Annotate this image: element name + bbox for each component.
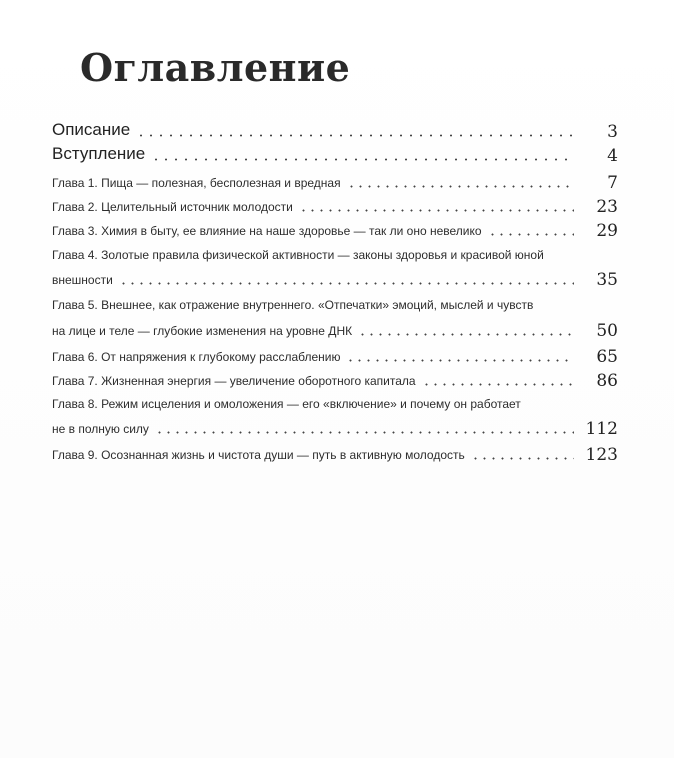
toc-entry-introduction: [52, 142, 622, 164]
toc-entry-title: Вступление: [52, 144, 146, 163]
toc-page-number: 65: [596, 347, 618, 367]
toc-entry-title: Глава 1. Пища — полезная, бесполезная и вредная: [52, 176, 341, 190]
toc-page-number: 35: [596, 270, 618, 290]
dot-leader: [422, 383, 574, 386]
toc-page-number: 3: [607, 122, 618, 142]
toc-entry-title-first-line: Глава 5. Внешнее, как отражение внутреннего. «Отпечатки» эмоций, мыслей и чувств: [52, 298, 534, 312]
toc-entry-title: Глава 2. Целительный источник молодости: [52, 200, 293, 214]
dot-leader: [299, 209, 574, 212]
toc-entry-chapter-5: [52, 317, 622, 339]
toc-page-number: 29: [596, 221, 618, 241]
toc-page-number: 112: [585, 419, 618, 439]
toc-entry-title: Глава 9. Осознанная жизнь и чистота души — путь в активную молодость: [52, 448, 465, 462]
toc-entry-chapter-6: [52, 343, 622, 365]
dot-leader: [488, 233, 574, 236]
toc-entry-description: [52, 118, 622, 140]
toc-entry-chapter-8: [52, 415, 622, 437]
toc-entry-chapter-7: [52, 367, 622, 389]
page-title: Оглавление: [80, 45, 351, 90]
dot-leader: [346, 359, 574, 362]
toc-entry-title: не в полную силу: [52, 422, 149, 436]
toc-entry-title-first-line: Глава 8. Режим исцеления и омоложения — его «включение» и почему он работает: [52, 397, 521, 411]
toc-page-number: 7: [607, 173, 618, 193]
toc-entry-title: внешности: [52, 273, 113, 287]
toc-entry-title: Глава 3. Химия в быту, ее влияние на наше здоровье — так ли оно невелико: [52, 224, 482, 238]
dot-leader: [136, 134, 574, 137]
toc-entry-title: на лице и теле — глубокие изменения на уровне ДНК: [52, 324, 353, 338]
toc-entry-title: Глава 7. Жизненная энергия — увеличение оборотного капитала: [52, 374, 416, 388]
dot-leader: [471, 457, 574, 460]
dot-leader: [119, 282, 574, 285]
toc-entry-title: Описание: [52, 120, 131, 139]
toc-entry-chapter-9: [52, 441, 622, 463]
toc-page-number: 50: [596, 321, 618, 341]
dot-leader: [347, 185, 574, 188]
toc-page-number: 4: [607, 146, 618, 166]
toc-entry-title: Глава 6. От напряжения к глубокому расслаблению: [52, 350, 341, 364]
toc-entry-title-first-line: Глава 4. Золотые правила физической активности — законы здоровья и красивой юной: [52, 248, 544, 262]
dot-leader: [358, 333, 574, 336]
toc-entry-chapter-4: [52, 266, 622, 288]
toc-entry-chapter-2: [52, 193, 622, 215]
dot-leader: [155, 431, 574, 434]
dot-leader: [151, 158, 574, 161]
toc-page-number: 123: [585, 445, 618, 465]
toc-entry-chapter-3: [52, 217, 622, 239]
toc-entry-chapter-1: [52, 169, 622, 191]
toc-page-number: 86: [596, 371, 618, 391]
toc-page-number: 23: [596, 197, 618, 217]
